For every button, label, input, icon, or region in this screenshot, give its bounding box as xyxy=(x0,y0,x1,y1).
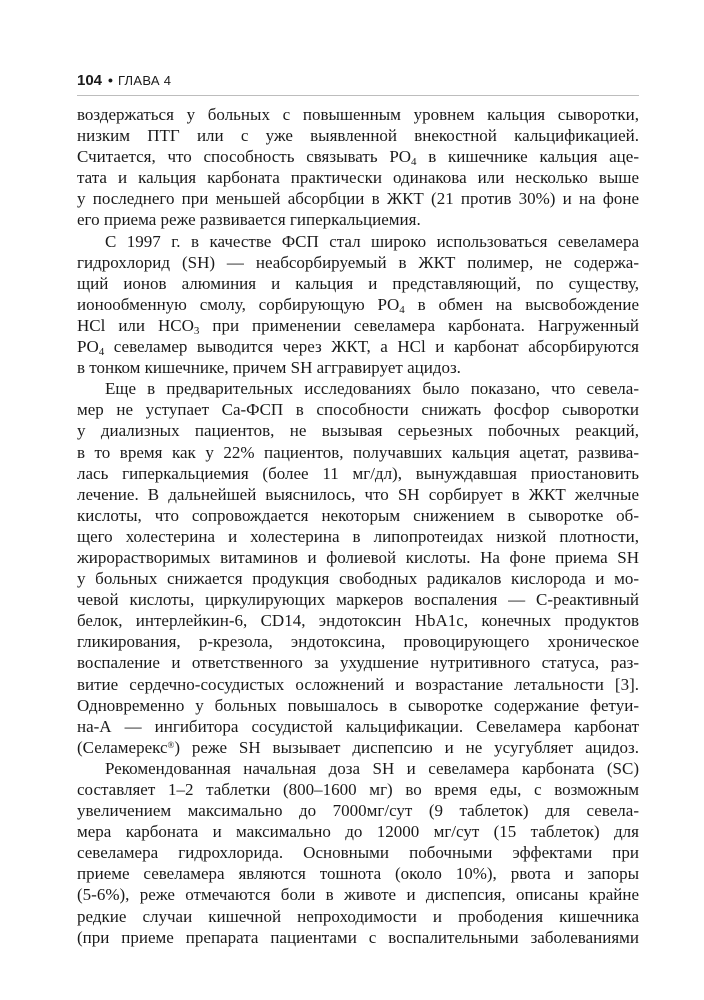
text-line xyxy=(77,336,639,357)
text-line xyxy=(77,589,639,610)
line-text: щего холестерина и холестерина в липопротеидах низкой плотности, xyxy=(77,526,639,546)
line-text: составляет 1–2 таблетки (800–1600 мг) во время еды, с возможным xyxy=(77,780,639,799)
line-text-after: при применении севеламера карбоната. Нагруженный xyxy=(199,315,639,335)
text-line xyxy=(77,378,639,399)
text-line xyxy=(77,484,639,505)
text-line xyxy=(77,652,639,673)
line-text-before: Считается, что способность связывать PO xyxy=(77,147,412,167)
line-text: низким ПТГ или с уже выявленной внекостной кальцификацией. xyxy=(77,126,639,146)
line-text: гликирования, р-крезола, эндотоксина, провоцирующего хроническое xyxy=(77,632,639,652)
text-line xyxy=(77,399,639,420)
text-line xyxy=(77,610,639,631)
text-line xyxy=(77,505,639,526)
text-line xyxy=(77,674,639,695)
line-text: Рекомендованная начальная доза SH и севеламера карбоната (SC) xyxy=(105,758,639,778)
text-line xyxy=(77,737,639,758)
text-line xyxy=(77,273,639,294)
line-text-after: в кишечнике кальция аце- xyxy=(416,147,639,167)
text-line xyxy=(77,146,639,167)
line-text: жирорастворимых витаминов и фолиевой кислоты. На фоне приема SH xyxy=(77,547,639,567)
line-text: витие сердечно-сосудистых осложнений и возрастание летальности [3]. xyxy=(77,674,639,694)
line-text-before: ионообменную смолу, сорбирующую PO xyxy=(77,294,400,314)
text-line xyxy=(77,315,639,336)
line-text: белок, интерлейкин-6, CD14, эндотоксин HbA1c, конечных продуктов xyxy=(77,611,639,631)
text-line xyxy=(77,758,639,779)
text-line xyxy=(77,800,639,821)
text-line xyxy=(77,547,639,568)
superscript: ® xyxy=(167,739,175,750)
text-line xyxy=(77,568,639,589)
line-text-before: (Селамерекс xyxy=(77,737,168,757)
text-line xyxy=(77,125,639,146)
subscript: 4 xyxy=(411,156,417,169)
text-line xyxy=(77,294,639,315)
line-text: севеламера гидрохлорида. Основными побочными эффектами при xyxy=(77,843,639,863)
bullet-separator: • xyxy=(108,72,113,88)
line-text: у последнего при меньшей абсорбции в ЖКТ (21 против 30%) и на фоне xyxy=(77,189,639,209)
chapter-title: ГЛАВА 4 xyxy=(117,73,172,88)
line-text: чевой кислоты, циркулирующих маркеров воспаления — С-реактивный xyxy=(77,590,639,610)
text-line xyxy=(77,779,639,800)
text-line xyxy=(77,526,639,547)
line-text: мер не уступает Ca-ФСП в способности снижать фосфор сыворотки xyxy=(77,400,639,420)
line-text-after: ) реже SH вызывает диспепсию и не усугубляет ацидоз. xyxy=(174,737,639,757)
text-line xyxy=(77,695,639,716)
line-text: Одновременно у больных повышалось в сыворотке содержание фетуи- xyxy=(77,695,639,715)
text-line xyxy=(77,231,639,252)
text-line xyxy=(77,104,639,125)
line-text-after: севеламер выводится через ЖКТ, а HCl и карбонат абсорбируются xyxy=(104,337,639,357)
line-text: С 1997 г. в качестве ФСП стал широко использоваться севеламера xyxy=(105,231,639,251)
running-head xyxy=(77,70,171,90)
line-text-before: HCl или HCO xyxy=(77,315,194,335)
subscript: 4 xyxy=(399,303,405,316)
text-line xyxy=(77,906,639,927)
text-line xyxy=(77,357,639,378)
text-line xyxy=(77,442,639,463)
text-line xyxy=(77,209,639,230)
line-text: воздержаться у больных с повышенным уровнем кальция сыворотки, xyxy=(77,105,639,124)
line-text: тата и кальция карбоната практически одинакова или несколько выше xyxy=(77,168,639,188)
line-text-after: в обмен на высвобождение xyxy=(404,294,640,314)
text-line xyxy=(77,463,639,484)
text-line xyxy=(77,252,639,273)
line-text: (при приеме препарата пациентами с воспалительными заболеваниями xyxy=(77,927,639,947)
text-line xyxy=(77,884,639,905)
line-text: его приема реже развивается гиперкальциемия. xyxy=(77,210,421,230)
line-text: приеме севеламера являются тошнота (около 10%), рвота и запоры xyxy=(77,864,639,884)
text-line xyxy=(77,821,639,842)
subscript: 3 xyxy=(193,324,200,337)
line-text-before: PO xyxy=(77,337,99,357)
text-line xyxy=(77,842,639,863)
header-rule xyxy=(77,95,639,96)
line-text: у больных снижается продукция свободных радикалов кислорода и мо- xyxy=(77,569,639,589)
subscript: 4 xyxy=(98,346,105,359)
text-line xyxy=(77,188,639,209)
line-text: (5-6%), реже отмечаются боли в животе и диспепсия, описаны крайне xyxy=(77,885,639,905)
line-text: лась гиперкальциемия (более 11 мг/дл), вынуждавшая приостановить xyxy=(77,463,639,483)
text-line xyxy=(77,863,639,884)
text-line xyxy=(77,631,639,652)
line-text: мера карбоната и максимально до 12000 мг/сут (15 таблеток) для xyxy=(77,822,639,842)
line-text: лечение. В дальнейшей выяснилось, что SH сорбирует в ЖКТ желчные xyxy=(77,484,639,504)
line-text: увеличением максимально до 7000мг/сут (9 таблеток) для севела- xyxy=(77,801,639,821)
line-text: в тонком кишечнике, причем SH аггравирует ацидоз. xyxy=(77,358,461,378)
line-text: Еще в предварительных исследованиях было показано, что севела- xyxy=(105,379,639,399)
line-text: кислоты, что сопровождается некоторым снижением в сыворотке об- xyxy=(77,505,639,525)
text-line xyxy=(77,927,639,948)
body-text xyxy=(77,104,639,948)
line-text: воспаление и ответственного за ухудшение нутритивного статуса, раз- xyxy=(77,653,639,673)
page-number: 104 xyxy=(77,72,103,89)
line-text: в то время как у 22% пациентов, получавших кальция ацетат, развива- xyxy=(77,442,639,462)
text-line xyxy=(77,716,639,737)
text-line xyxy=(77,167,639,188)
line-text: у диализных пациентов, не вызывая серьезных побочных реакций, xyxy=(77,421,639,441)
line-text: редкие случаи кишечной непроходимости и прободения кишечника xyxy=(77,906,639,926)
line-text: на-А — ингибитора сосудистой кальцификации. Севеламера карбонат xyxy=(77,716,639,736)
line-text: щий ионов алюминия и кальция и представляющий, по существу, xyxy=(77,273,639,293)
line-text: гидрохлорид (SH) — неабсорбируемый в ЖКТ полимер, не содержа- xyxy=(77,252,639,272)
text-line xyxy=(77,420,639,441)
